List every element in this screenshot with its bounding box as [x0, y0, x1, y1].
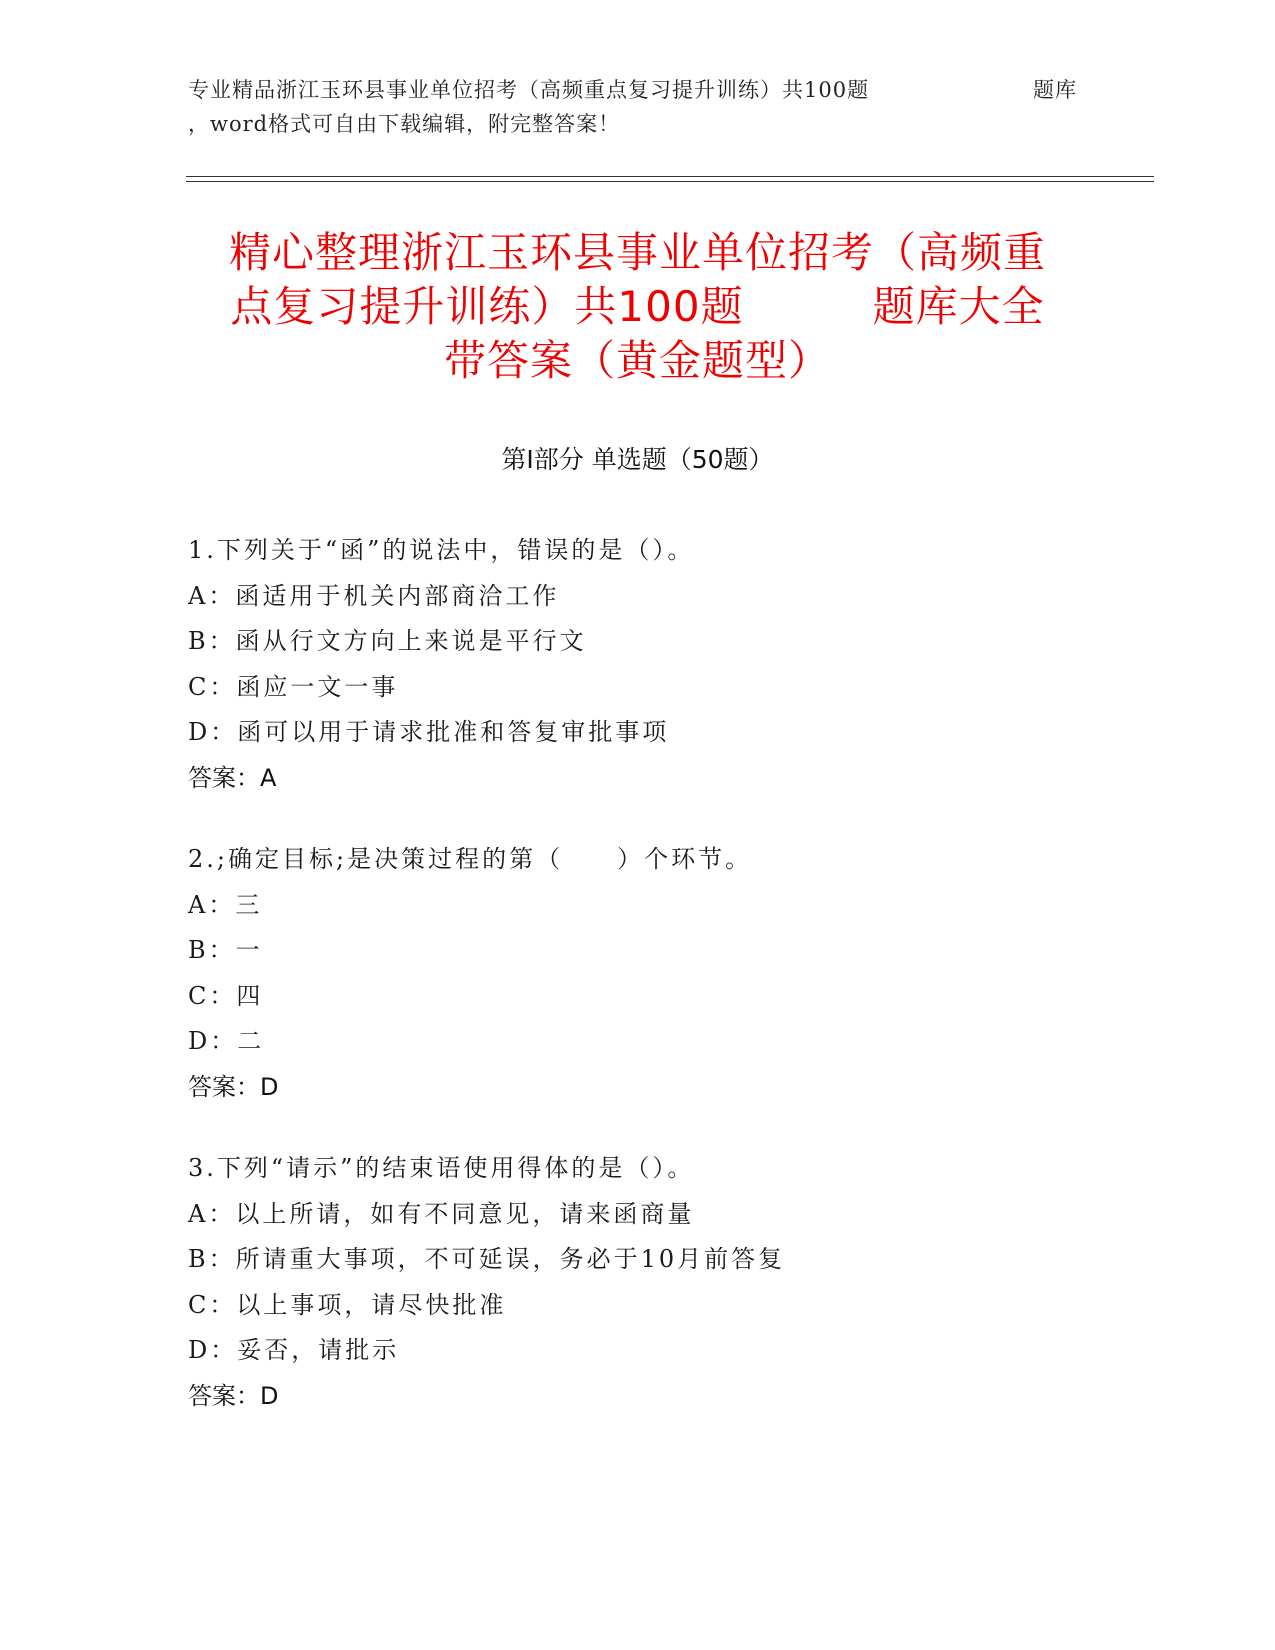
option-a: A：函适用于机关内部商洽工作 [188, 581, 560, 610]
option-b: B：函从行文方向上来说是平行文 [188, 627, 587, 655]
answer: 答案：A [188, 763, 277, 792]
question-3 [188, 1146, 1148, 1419]
option-c: C：四 [188, 981, 264, 1010]
option-c: C：函应一文一事 [188, 672, 399, 701]
option-c: C：以上事项，请尽快批准 [188, 1290, 507, 1319]
question-stem: 1.下列关于“函”的说法中，错误的是（）。 [188, 536, 695, 564]
question-1 [188, 528, 1148, 801]
question-stem: 3.下列“请示”的结束语使用得体的是（）。 [188, 1154, 695, 1182]
answer: 答案：D [188, 1072, 279, 1101]
option-d: D：二 [188, 1027, 265, 1055]
title-line-1: 精心整理浙江玉环县事业单位招考（高频重 [228, 228, 1046, 277]
question-stem: 2.;确定目标;是决策过程的第（ ）个环节。 [188, 845, 753, 873]
title-line-2: 点复习提升训练）共100题 题库大全 [230, 282, 1045, 331]
header-line-2: ，word格式可自由下载编辑，附完整答案！ [188, 112, 621, 136]
option-d: D：妥否，请批示 [188, 1336, 400, 1364]
option-b: B：所请重大事项，不可延误，务必于10月前答复 [188, 1245, 786, 1273]
title-line-3: 带答案（黄金题型） [443, 336, 831, 385]
header-line-1 [188, 74, 1088, 104]
option-d: D：函可以用于请求批准和答复审批事项 [188, 718, 670, 746]
question-2 [188, 837, 1148, 1110]
header-divider-bottom [186, 181, 1154, 182]
option-a: A：以上所请，如有不同意见，请来函商量 [188, 1199, 695, 1228]
option-b: B：一 [188, 936, 263, 964]
header-divider-top [186, 176, 1154, 177]
section-title: 第Ⅰ部分 单选题（50题） [501, 445, 774, 474]
header-tail: 题库 [1033, 78, 1077, 102]
document-title [180, 226, 1095, 388]
question-list [188, 528, 1148, 1455]
option-a: A：三 [188, 890, 263, 919]
header-text: 专业精品浙江玉环县事业单位招考（高频重点复习提升训练）共100题 [188, 78, 870, 102]
answer: 答案：D [188, 1381, 279, 1410]
